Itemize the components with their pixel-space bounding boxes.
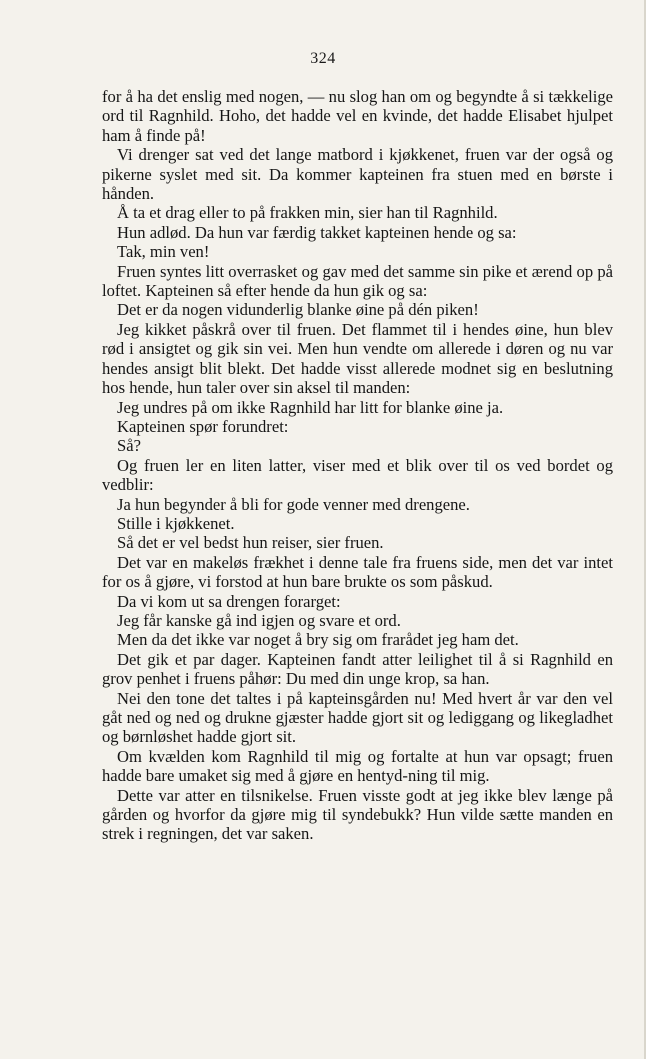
paragraph: Om kvælden kom Ragnhild til mig og fortalte at hun var opsagt; fruen hadde bare umaket sig med å gjøre en hentyd-ning til mig. [102,746,613,786]
paragraph: Vi drenger sat ved det lange matbord i kjøkkenet, fruen var der også og pikerne syslet med sit. Da kommer kapteinen fra stuen med en børste i hånden. [102,145,613,204]
paragraph: Jeg får kanske gå ind igjen og svare et ord. [117,610,401,630]
paragraph: Ja hun begynder å bli for gode venner med drengene. [117,494,470,514]
paragraph: Kapteinen spør forundret: [117,416,289,436]
paragraph: Det gik et par dager. Kapteinen fandt atter leilighet til å si Ragnhild en grov penhet i fruens påhør: Du med din unge krop, sa han. [102,649,613,689]
paragraph: Og fruen ler en liten latter, viser med et blik over til os ved bordet og vedblir: [102,455,613,495]
body-text [102,87,613,844]
paragraph: Det var en makeløs frækhet i denne tale fra fruens side, men det var intet for os å gjøre, vi forstod at hun bare brukte os som påskud. [102,552,613,592]
paragraph: Jeg undres på om ikke Ragnhild har litt for blanke øine ja. [117,397,504,417]
paragraph: Fruen syntes litt overrasket og gav med det samme sin pike et ærend op på loftet. Kapteinen så efter hende da hun gik og sa: [102,261,613,301]
paragraph: Å ta et drag eller to på frakken min, sier han til Ragnhild. [117,203,498,223]
paragraph: Dette var atter en tilsnikelse. Fruen visste godt at jeg ikke blev længe på gården og hvorfor da gjøre mig til syndebukk? Hun vilde sætte manden en strek i regningen, det var saken. [102,785,613,844]
paragraph: Så det er vel bedst hun reiser, sier fruen. [117,533,384,553]
paragraph: Tak, min ven! [117,242,210,262]
paragraph: Så? [117,436,141,456]
paragraph: Da vi kom ut sa drengen forarget: [117,591,341,611]
paragraph: for å ha det enslig med nogen, — nu slog han om og begyndte å si tækkelige ord til Ragnhild. Hoho, det hadde vel en kvinde, det hadde Elisabet hjulpet ham å finde på! [102,87,613,145]
paragraph: Stille i kjøkkenet. [117,513,235,533]
page-number: 324 [310,50,336,67]
paragraph: Det er da nogen vidunderlig blanke øine på dén piken! [117,300,479,320]
paragraph: Hun adlød. Da hun var færdig takket kapteinen hende og sa: [117,222,517,242]
paragraph: Nei den tone det taltes i på kapteinsgården nu! Med hvert år var den vel gåt ned og ned og drukne gjæster hadde gjort sit og lediggang og likegladhet og børnløshet hadde gjort sit. [102,688,613,747]
paragraph: Jeg kikket påskrå over til fruen. Det flammet til i hendes øine, hun blev rød i ansigtet og gik sin vei. Men hun vendte om allerede i døren og nu var hendes ansigt blit blekt. Det hadde visst allerede modnet sig en beslutning hos hende, hun taler over sin aksel til manden: [102,319,613,398]
paragraph: Men da det ikke var noget å bry sig om frarådet jeg ham det. [117,630,519,650]
